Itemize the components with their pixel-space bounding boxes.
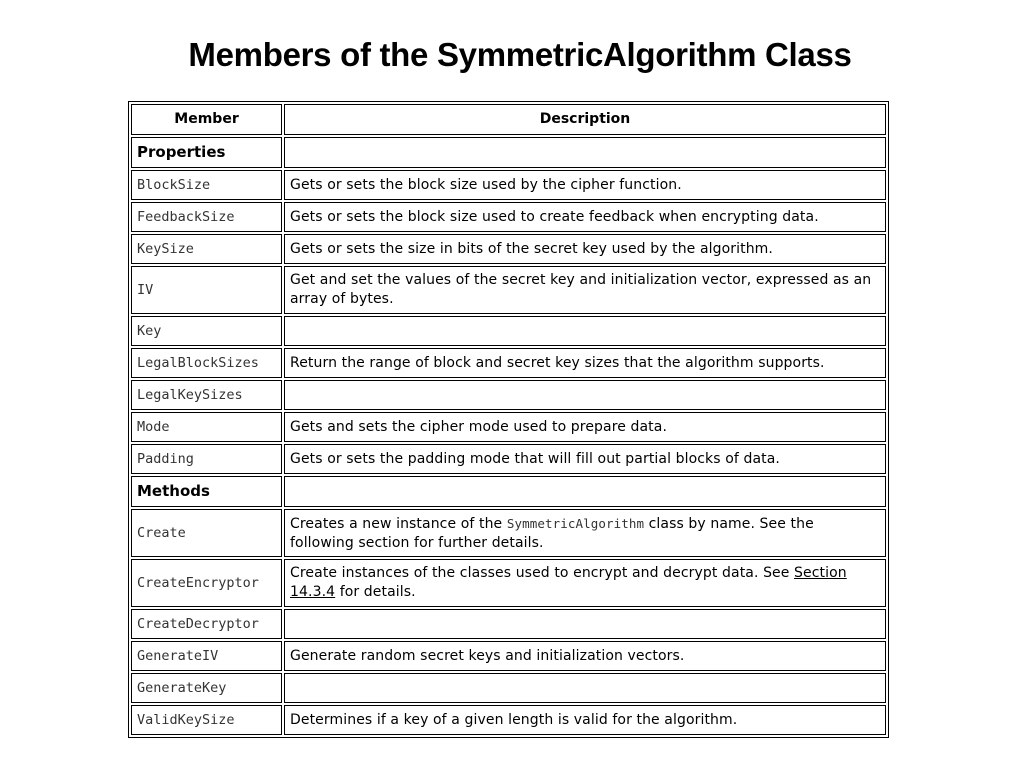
- member-name: LegalKeySizes: [131, 380, 282, 410]
- member-description: Gets and sets the cipher mode used to prepare data.: [284, 412, 886, 442]
- member-description: Get and set the values of the secret key and initialization vector, expressed as an array of bytes.: [284, 266, 886, 314]
- member-description: [284, 316, 886, 346]
- member-name: Key: [131, 316, 282, 346]
- member-name: LegalBlockSizes: [131, 348, 282, 378]
- member-name: CreateDecryptor: [131, 609, 282, 639]
- table-row: [131, 380, 886, 410]
- member-description: Determines if a key of a given length is valid for the algorithm.: [284, 705, 886, 735]
- table-row: [131, 348, 886, 378]
- class-name-code: SymmetricAlgorithm: [506, 515, 645, 531]
- member-description: Gets or sets the block size used to create feedback when encrypting data.: [284, 202, 886, 232]
- section-empty-cell: [284, 137, 886, 168]
- member-description: Gets or sets the padding mode that will fill out partial blocks of data.: [284, 444, 886, 474]
- table-row: [131, 609, 886, 639]
- member-name: GenerateIV: [131, 641, 282, 671]
- table-row: [131, 509, 886, 557]
- header-row: [131, 104, 886, 135]
- table-row: [131, 266, 886, 314]
- member-column-header: Member: [131, 104, 282, 135]
- table-row: [131, 412, 886, 442]
- member-name: Create: [131, 509, 282, 557]
- member-name: IV: [131, 266, 282, 314]
- table-row: [131, 705, 886, 735]
- table-row: [131, 202, 886, 232]
- section-label-methods: Methods: [131, 476, 282, 507]
- description-text: Create instances of the classes used to encrypt and decrypt data. See: [290, 565, 795, 581]
- description-text: Creates a new instance of the: [290, 515, 507, 532]
- description-column-header: Description: [284, 104, 886, 135]
- table-row: [131, 641, 886, 671]
- section-empty-cell: [284, 476, 886, 507]
- member-description: Generate random secret keys and initialization vectors.: [284, 641, 886, 671]
- section-label-properties: Properties: [131, 137, 282, 168]
- table-row: [131, 316, 886, 346]
- member-description: [284, 380, 886, 410]
- members-table: [128, 101, 889, 738]
- member-description: [284, 673, 886, 703]
- member-name: KeySize: [131, 234, 282, 264]
- table-row: [131, 559, 886, 607]
- section-row-methods: [131, 476, 886, 507]
- member-description: Gets or sets the size in bits of the secret key used by the algorithm.: [284, 234, 886, 264]
- section-link[interactable]: Section 14.3.4: [290, 565, 847, 600]
- table-row: [131, 673, 886, 703]
- table-row: [131, 444, 886, 474]
- slide-title: Members of the SymmetricAlgorithm Class: [188, 36, 852, 73]
- member-name: CreateEncryptor: [131, 559, 282, 607]
- member-description: Gets or sets the block size used by the cipher function.: [284, 170, 886, 200]
- description-text: for details.: [335, 584, 416, 600]
- member-name: GenerateKey: [131, 673, 282, 703]
- member-description: [284, 509, 886, 557]
- member-name: ValidKeySize: [131, 705, 282, 735]
- member-name: Padding: [131, 444, 282, 474]
- table-row: [131, 234, 886, 264]
- table-row: [131, 170, 886, 200]
- member-name: FeedbackSize: [131, 202, 282, 232]
- member-description: [284, 559, 886, 607]
- member-description: Return the range of block and secret key sizes that the algorithm supports.: [284, 348, 886, 378]
- member-name: Mode: [131, 412, 282, 442]
- member-description: [284, 609, 886, 639]
- section-row-properties: [131, 137, 886, 168]
- member-name: BlockSize: [131, 170, 282, 200]
- description-text: class by name. See the following section for further details.: [290, 515, 814, 551]
